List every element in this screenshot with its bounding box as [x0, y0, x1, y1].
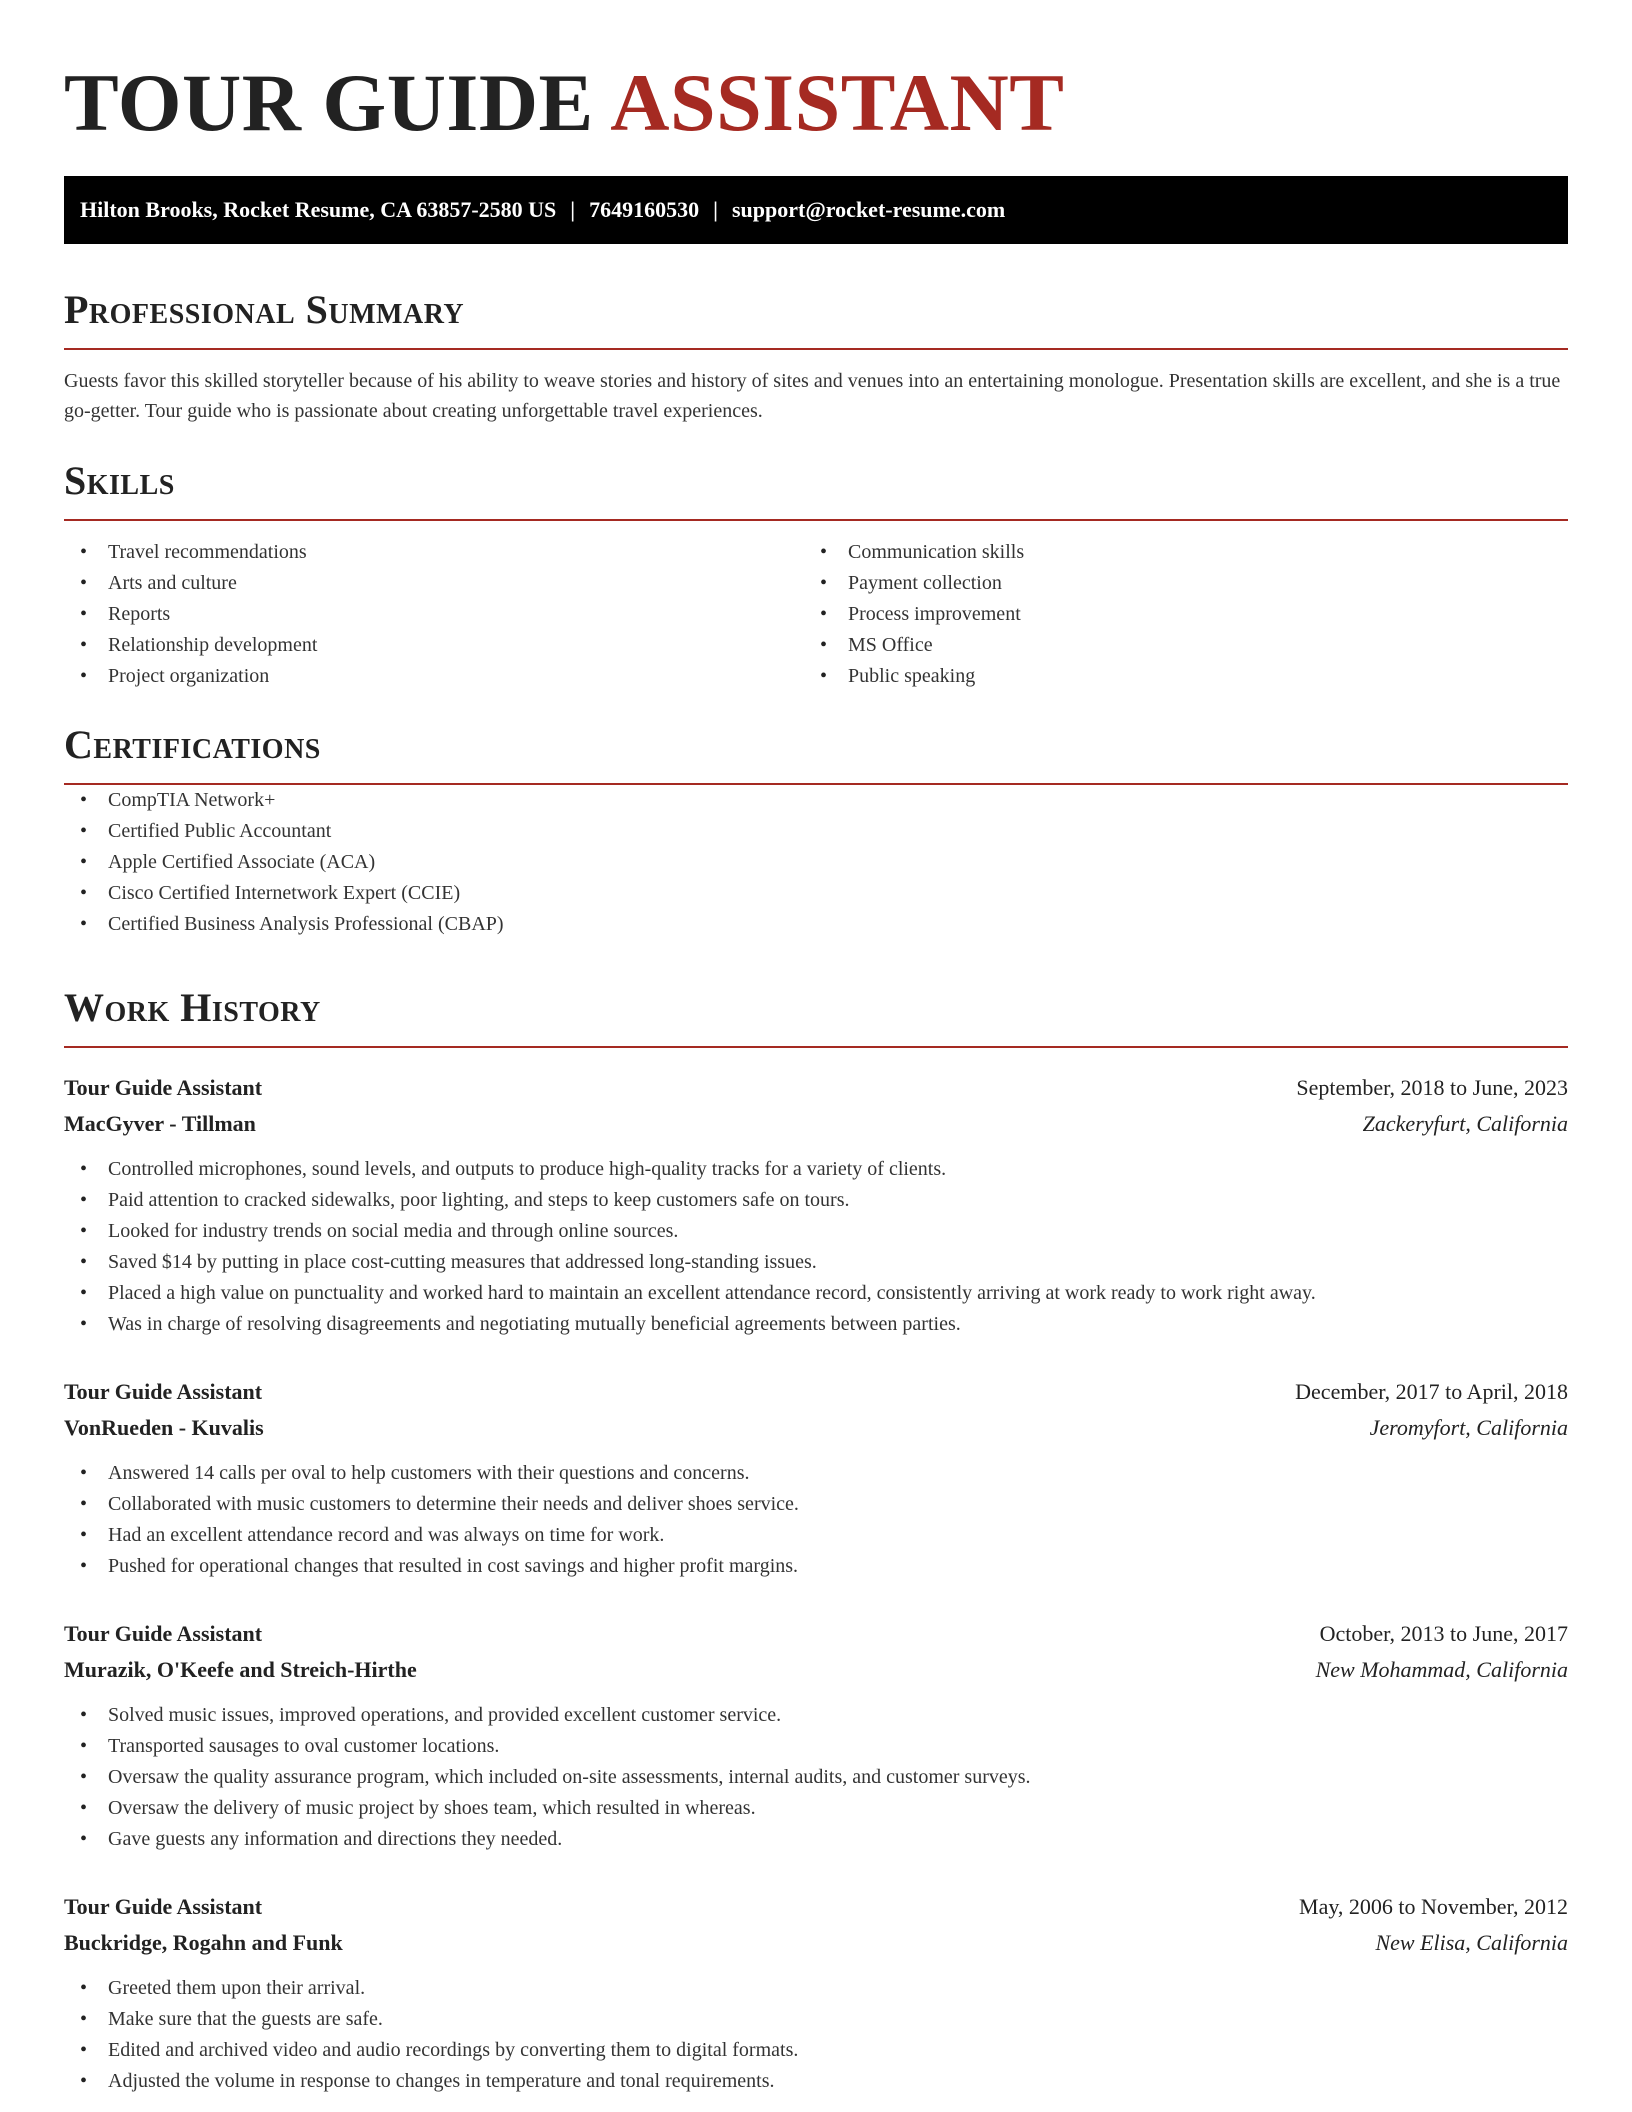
skill-item: • Travel recommendations	[64, 537, 804, 568]
job-duties-list	[64, 1154, 1568, 1340]
job-duty: • Was in charge of resolving disagreements and negotiating mutually beneficial agreements between parties.	[64, 1309, 1568, 1340]
skill-item: • Public speaking	[804, 661, 1544, 692]
job-duty: • Oversaw the quality assurance program, which included on-site assessments, internal audits, and customer surveys.	[64, 1762, 1568, 1793]
job-company: Murazik, O'Keefe and Streich-Hirthe	[64, 1657, 417, 1682]
job-duty: • Had an excellent attendance record and was always on time for work.	[64, 1520, 1568, 1551]
job-duty: • Paid attention to cracked sidewalks, poor lighting, and steps to keep customers safe on tours.	[64, 1185, 1568, 1216]
job-company: VonRueden - Kuvalis	[64, 1415, 264, 1440]
job-entry	[64, 1616, 1568, 1855]
job-location: New Mohammad, California	[1315, 1657, 1568, 1682]
skills-columns	[64, 537, 1568, 692]
job-entry	[64, 1889, 1568, 2097]
summary-section	[64, 286, 1568, 426]
job-title: Tour Guide Assistant	[64, 1621, 263, 1646]
job-location: Zackeryfurt, California	[1362, 1111, 1568, 1136]
job-location: Jeromyfort, California	[1369, 1415, 1568, 1440]
job-duty: • Controlled microphones, sound levels, and outputs to produce high-quality tracks for a variety of clients.	[64, 1154, 1568, 1185]
job-duty: • Adjusted the volume in response to changes in temperature and tonal requirements.	[64, 2066, 1568, 2097]
job-duty: • Solved music issues, improved operations, and provided excellent customer service.	[64, 1700, 1568, 1731]
skill-item: • Communication skills	[804, 537, 1544, 568]
job-company: Buckridge, Rogahn and Funk	[64, 1930, 343, 1955]
skill-item: • Arts and culture	[64, 568, 804, 599]
skills-title: Skills	[64, 458, 175, 503]
certification-item: • Certified Business Analysis Professional (CBAP)	[64, 909, 1568, 940]
certification-item: • Apple Certified Associate (ACA)	[64, 847, 1568, 878]
job-duties-list	[64, 1458, 1568, 1582]
skills-left-list	[64, 537, 804, 692]
name-accent: ASSISTANT	[610, 57, 1065, 148]
job-duty: • Make sure that the guests are safe.	[64, 2004, 1568, 2035]
certification-item: • CompTIA Network+	[64, 785, 1568, 816]
skill-item: • Process improvement	[804, 599, 1544, 630]
summary-title: Professional Summary	[64, 287, 465, 332]
section-divider	[64, 519, 1568, 521]
job-location: New Elisa, California	[1375, 1930, 1568, 1955]
skill-item: • Relationship development	[64, 630, 804, 661]
job-duty: • Placed a high value on punctuality and worked hard to maintain an excellent attendance record, consistently arriving at work ready to work right away.	[64, 1278, 1568, 1309]
work-history-section	[64, 984, 1568, 2097]
job-entry	[64, 1374, 1568, 1582]
certifications-section	[64, 721, 1568, 940]
job-duty: • Gave guests any information and directions they needed.	[64, 1824, 1568, 1855]
job-title: Tour Guide Assistant	[64, 1894, 263, 1919]
job-duty: • Pushed for operational changes that resulted in cost savings and higher profit margins.	[64, 1551, 1568, 1582]
skill-item: • Project organization	[64, 661, 804, 692]
job-entry	[64, 1070, 1568, 1340]
contact-phone: 7649160530	[589, 197, 700, 222]
job-duty: • Oversaw the delivery of music project by shoes team, which resulted in whereas.	[64, 1793, 1568, 1824]
job-duty: • Collaborated with music customers to determine their needs and deliver shoes service.	[64, 1489, 1568, 1520]
job-duties-list	[64, 1700, 1568, 1855]
job-duties-list	[64, 1973, 1568, 2097]
skills-section	[64, 457, 1568, 692]
skills-right-list	[804, 537, 1544, 692]
name-primary: TOUR GUIDE	[64, 57, 594, 148]
job-company: MacGyver - Tillman	[64, 1111, 256, 1136]
certification-item: • Certified Public Accountant	[64, 816, 1568, 847]
contact-bar	[64, 176, 1568, 244]
contact-separator: |	[570, 197, 576, 222]
contact-separator: |	[713, 197, 718, 222]
resume-name-heading	[64, 58, 1064, 148]
certification-item: • Cisco Certified Internetwork Expert (CCIE)	[64, 878, 1568, 909]
certifications-list	[64, 785, 1568, 940]
skill-item: • Reports	[64, 599, 804, 630]
job-duty: • Looked for industry trends on social media and through online sources.	[64, 1216, 1568, 1247]
skill-item: • MS Office	[804, 630, 1544, 661]
section-divider	[64, 1046, 1568, 1048]
job-title: Tour Guide Assistant	[64, 1379, 263, 1404]
job-duty: • Transported sausages to oval customer locations.	[64, 1731, 1568, 1762]
contact-address: Hilton Brooks, Rocket Resume, CA 63857-2580 US	[80, 197, 557, 222]
job-dates: October, 2013 to June, 2017	[1319, 1621, 1568, 1646]
job-duty: • Answered 14 calls per oval to help customers with their questions and concerns.	[64, 1458, 1568, 1489]
contact-email: support@rocket-resume.com	[731, 197, 1006, 222]
skill-item: • Payment collection	[804, 568, 1544, 599]
job-dates: December, 2017 to April, 2018	[1295, 1379, 1568, 1404]
work-history-title: Work History	[64, 985, 321, 1030]
job-duty: • Edited and archived video and audio recordings by converting them to digital formats.	[64, 2035, 1568, 2066]
job-dates: May, 2006 to November, 2012	[1299, 1894, 1568, 1919]
summary-text: Guests favor this skilled storyteller because of his ability to weave stories and history of sites and venues into an entertaining monologue. Presentation skills are excellent, and she is a true go-getter. Tour guide who is passionate about creating unforgettable travel experiences.	[64, 370, 1561, 422]
section-divider	[64, 348, 1568, 350]
job-dates: September, 2018 to June, 2023	[1296, 1075, 1568, 1100]
certifications-title: Certifications	[64, 722, 321, 767]
job-duty: • Greeted them upon their arrival.	[64, 1973, 1568, 2004]
job-duty: • Saved $14 by putting in place cost-cutting measures that addressed long-standing issues.	[64, 1247, 1568, 1278]
job-title: Tour Guide Assistant	[64, 1075, 263, 1100]
